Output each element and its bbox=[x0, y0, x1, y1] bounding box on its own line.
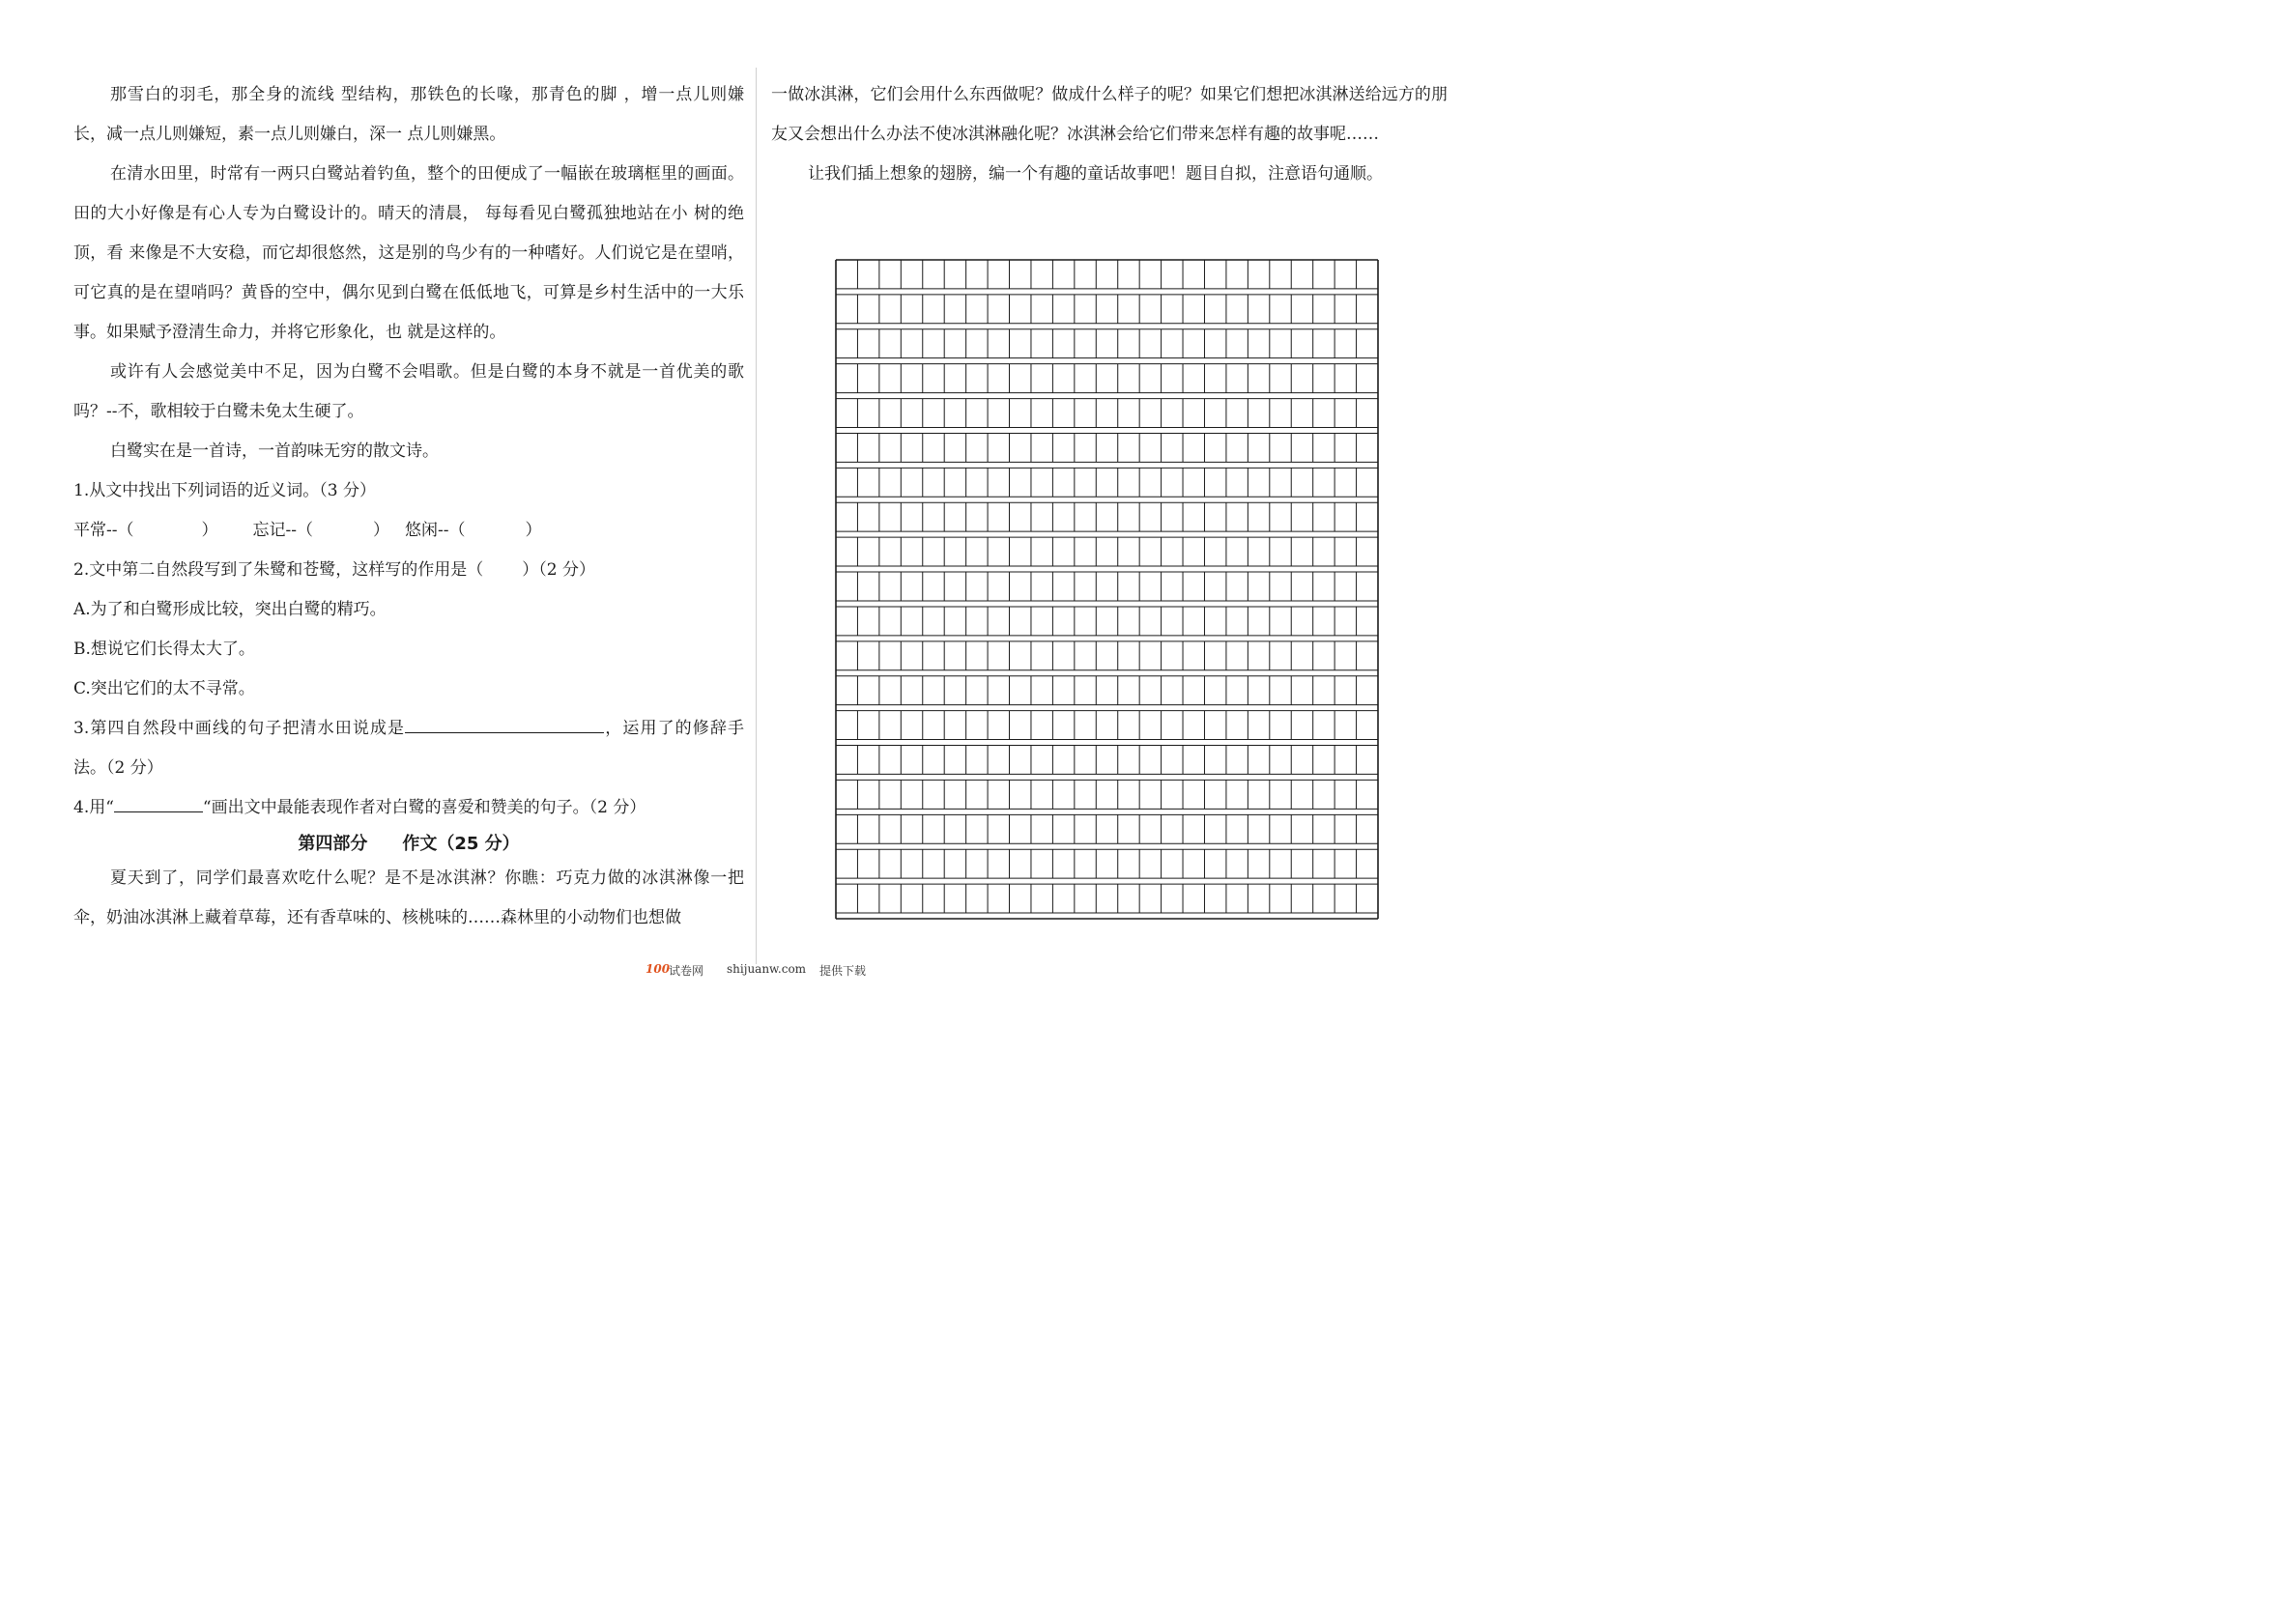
synonym-2-close: ） bbox=[373, 521, 389, 540]
composition-grid[interactable] bbox=[835, 259, 1379, 920]
composition-grid-svg bbox=[835, 259, 1379, 920]
passage-paragraph-2: 在清水田里，时常有一两只白鹭站着钓鱼，整个的田便成了一幅嵌在玻璃框里的画面。田的大小好像是有心人专为白鹭设计的。晴天的清晨， 每每看见白鹭孤独地站在小 树的绝顶，看 来像是不大安稳，而它却很悠然，这是别的鸟少有的一种嗜好。人们说它是在望哨，可它真的是在望哨吗？黄昏的空中，偶尔见到白鹭在低低地飞，可算是乡村生活中的一大乐事。如果赋予澄清生命力，并将它形象化，也 就是这样的。 bbox=[73, 164, 744, 342]
essay-prompt-paragraph-2: 让我们插上想象的翅膀，编一个有趣的童话故事吧！题目自拟，注意语句通顺。 bbox=[808, 164, 1383, 184]
synonym-2-label: 忘记--（ bbox=[252, 521, 313, 540]
passage-paragraph-1: 那雪白的羽毛，那全身的流线 型结构，那铁色的长喙，那青色的脚 ，增一点儿则嫌长，减一点儿则嫌短，素一点儿则嫌白，深一 点儿则嫌黑。 bbox=[73, 85, 744, 144]
synonym-1-label: 平常--（ bbox=[73, 521, 134, 540]
right-column bbox=[771, 75, 1448, 194]
passage-paragraph-3: 或许有人会感觉美中不足，因为白鹭不会唱歌。但是白鹭的本身不就是一首优美的歌吗？--不，歌相较于白鹭未免太生硬了。 bbox=[73, 362, 744, 421]
question-3 bbox=[73, 709, 744, 788]
question-1: 1.从文中找出下列词语的近义词。（3 分） bbox=[73, 481, 376, 500]
question-4-tail: “画出文中最能表现作者对白鹭的喜爱和赞美的句子。（2 分） bbox=[202, 798, 646, 817]
footer-note: 提供下载 bbox=[819, 964, 867, 978]
synonym-3-label: 悠闲--（ bbox=[405, 521, 466, 540]
question-4 bbox=[73, 788, 744, 828]
question-4-head: 4.用“ bbox=[73, 798, 114, 817]
question-2-option-a: A.为了和白鹭形成比较，突出白鹭的精巧。 bbox=[73, 600, 387, 619]
footer-site-name: 试卷网 bbox=[669, 964, 704, 978]
question-2 bbox=[73, 551, 744, 590]
question-2-text: 2.文中第二自然段写到了朱鹭和苍鹭，这样写的作用是（ bbox=[73, 560, 484, 580]
question-2-option-c: C.突出它们的太不寻常。 bbox=[73, 679, 255, 698]
question-2-option-b: B.想说它们长得太大了。 bbox=[73, 640, 255, 659]
question-3-head: 3.第四自然段中画线的句子把清水田说成是 bbox=[73, 719, 406, 738]
site-logo: 100 bbox=[646, 962, 671, 976]
left-column bbox=[73, 75, 744, 938]
question-4-blank[interactable] bbox=[114, 794, 203, 812]
question-1-answers bbox=[73, 511, 744, 551]
passage-paragraph-4: 白鹭实在是一首诗，一首韵味无穷的散文诗。 bbox=[110, 441, 439, 461]
footer-domain[interactable]: shijuanw.com bbox=[727, 962, 807, 976]
synonym-3-close: ） bbox=[525, 521, 542, 540]
synonym-1-close: ） bbox=[201, 521, 218, 540]
question-2-tail: ）（2 分） bbox=[522, 560, 595, 580]
column-divider bbox=[756, 68, 757, 964]
essay-prompt-continuation: 一做冰淇淋，它们会用什么东西做呢？做成什么样子的呢？如果它们想把冰淇淋送给远方的朋友又会想出什么办法不使冰淇淋融化呢？冰淇淋会给它们带来怎样有趣的故事呢…… bbox=[771, 85, 1448, 144]
question-3-tail: ，运用了的修辞手法。（2 分） bbox=[73, 719, 744, 778]
section-title-composition: 第四部分 作文（25 分） bbox=[298, 834, 520, 854]
question-3-blank[interactable] bbox=[405, 715, 604, 733]
essay-prompt-paragraph-1: 夏天到了，同学们最喜欢吃什么呢？是不是冰淇淋？你瞧：巧克力做的冰淇淋像一把伞，奶油冰淇淋上藏着草莓，还有香草味的、核桃味的……森林里的小动物们也想做 bbox=[73, 868, 744, 927]
